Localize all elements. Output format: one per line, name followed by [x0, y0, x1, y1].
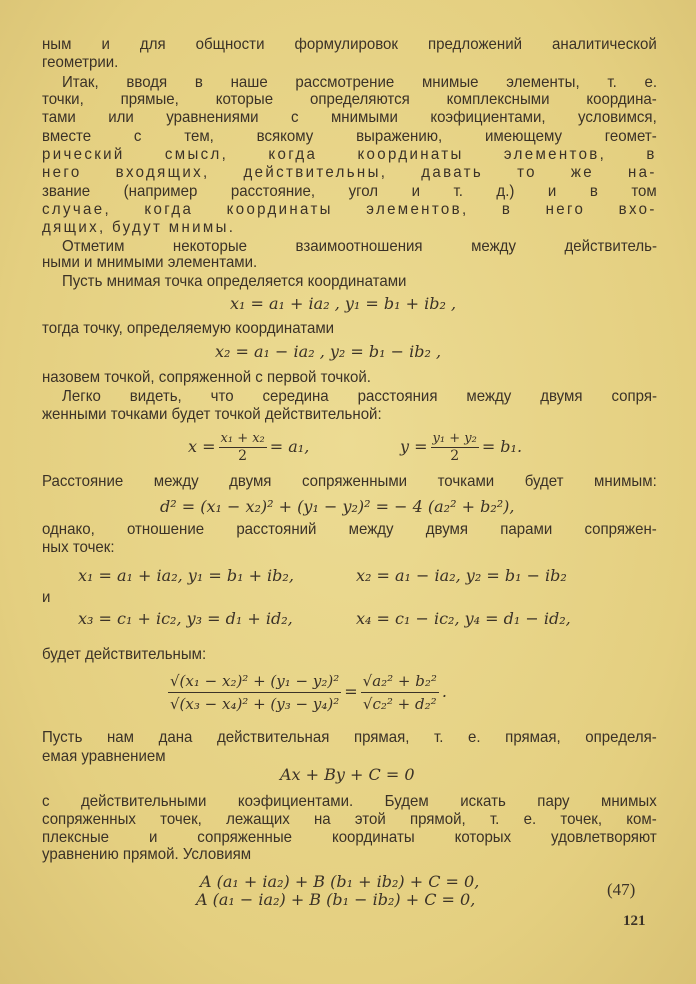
denominator: 2	[238, 448, 248, 464]
text-line: и	[42, 589, 51, 606]
formula-text: = b₁.	[481, 437, 523, 456]
formula-condition1: A (a₁ + ia₂) + B (b₁ + ib₂) + C = 0,	[200, 872, 480, 891]
text-line: Пусть нам дана действительная прямая, т. е. прямая, определя-	[42, 729, 657, 746]
text-line: сопряженных точек, лежащих на этой прямой, т. е. точек, ком-	[42, 811, 657, 828]
text-line: женными точками будет точкой действительной:	[42, 406, 382, 423]
text-line: уравнению прямой. Условиям	[42, 846, 252, 863]
paragraph-start: Пусть мнимая точка определяется координатами	[62, 273, 407, 290]
formula-text: x =	[188, 437, 216, 456]
formula-text: =	[344, 682, 358, 701]
equation-number: (47)	[607, 880, 636, 899]
formula-midpoint-x	[188, 430, 309, 465]
formula-condition2: A (a₁ − ia₂) + B (b₁ − ib₂) + C = 0,	[196, 890, 476, 909]
formula-midpoint-y	[400, 430, 522, 465]
text-line: дящих, будут мнимы.	[42, 219, 236, 236]
text-line: тами или уравнениями с мнимыми коэфициентами, условимся,	[42, 109, 657, 126]
text-line: случае, когда координаты элементов, в него вхо-	[42, 201, 657, 218]
denominator: √(x₃ − x₄)² + (y₃ − y₄)²	[170, 695, 340, 713]
text-line: точки, прямые, которые определяются комплексными координа-	[42, 91, 657, 108]
formula-pair2-second: x₄ = c₁ − ic₂, y₄ = d₁ − id₂,	[356, 609, 571, 628]
formula-pair1-second: x₂ = a₁ − ia₂, y₂ = b₁ − ib₂	[356, 566, 567, 585]
text-line: назовем точкой, сопряженной с первой точкой.	[42, 369, 371, 386]
text-line: рический смысл, когда координаты элементов, в	[42, 146, 657, 163]
formula-text: = a₁,	[269, 437, 310, 456]
text-line: него входящих, действительны, давать то же на-	[42, 164, 657, 181]
denominator: √c₂² + d₂²	[362, 695, 437, 713]
text-line: ным и для общности формулировок предложений аналитической	[42, 36, 657, 53]
text-line: геометрии.	[42, 54, 119, 71]
numerator: √a₂² + b₂²	[361, 670, 439, 693]
text-line: ными и мнимыми элементами.	[42, 254, 258, 271]
numerator: x₁ + x₂	[220, 431, 265, 446]
formula-point1: x₁ = a₁ + ia₂ , y₁ = b₁ + ib₂ ,	[230, 294, 457, 313]
text-line: однако, отношение расстояний между двумя парами сопряжен-	[42, 521, 657, 538]
paragraph-start: Легко видеть, что середина расстояния между двумя сопря-	[62, 388, 658, 405]
numerator: √(x₁ − x₂)² + (y₁ − y₂)²	[168, 670, 341, 693]
formula-text: .	[441, 682, 447, 701]
text-line: плексные и сопряженные координаты которых удовлетворяют	[42, 829, 657, 846]
paragraph-start: Отметим некоторые взаимоотношения между действитель-	[62, 238, 658, 255]
text-line: емая уравнением	[42, 748, 166, 765]
text-line: ных точек:	[42, 539, 115, 556]
formula-text: y =	[400, 437, 428, 456]
numerator: y₁ + y₂	[432, 431, 477, 446]
text-line: звание (например расстояние, угол и т. д.) и в том	[42, 183, 657, 200]
paragraph-start: Итак, вводя в наше рассмотрение мнимые элементы, т. е.	[62, 74, 658, 91]
text-line: тогда точку, определяемую координатами	[42, 320, 335, 337]
formula-pair1-first: x₁ = a₁ + ia₂, y₁ = b₁ + ib₂,	[78, 566, 294, 585]
text-line: будет действительным:	[42, 646, 207, 663]
formula-point2: x₂ = a₁ − ia₂ , y₂ = b₁ − ib₂ ,	[215, 342, 442, 361]
formula-pair2-first: x₃ = c₁ + ic₂, y₃ = d₁ + id₂,	[78, 609, 293, 628]
text-line: Расстояние между двумя сопряженными точками будет мнимым:	[42, 473, 657, 490]
text-line: вместе с тем, всякому выражению, имеющему геомет-	[42, 128, 657, 145]
formula-line-equation: Ax + By + C = 0	[280, 765, 415, 784]
page-number: 121	[623, 913, 646, 929]
formula-distance: d² = (x₁ − x₂)² + (y₁ − y₂)² = − 4 (a₂² + b₂²),	[160, 497, 515, 516]
denominator: 2	[450, 448, 460, 464]
formula-distance-ratio	[165, 670, 447, 715]
text-line: с действительными коэфициентами. Будем искать пару мнимых	[42, 793, 657, 810]
